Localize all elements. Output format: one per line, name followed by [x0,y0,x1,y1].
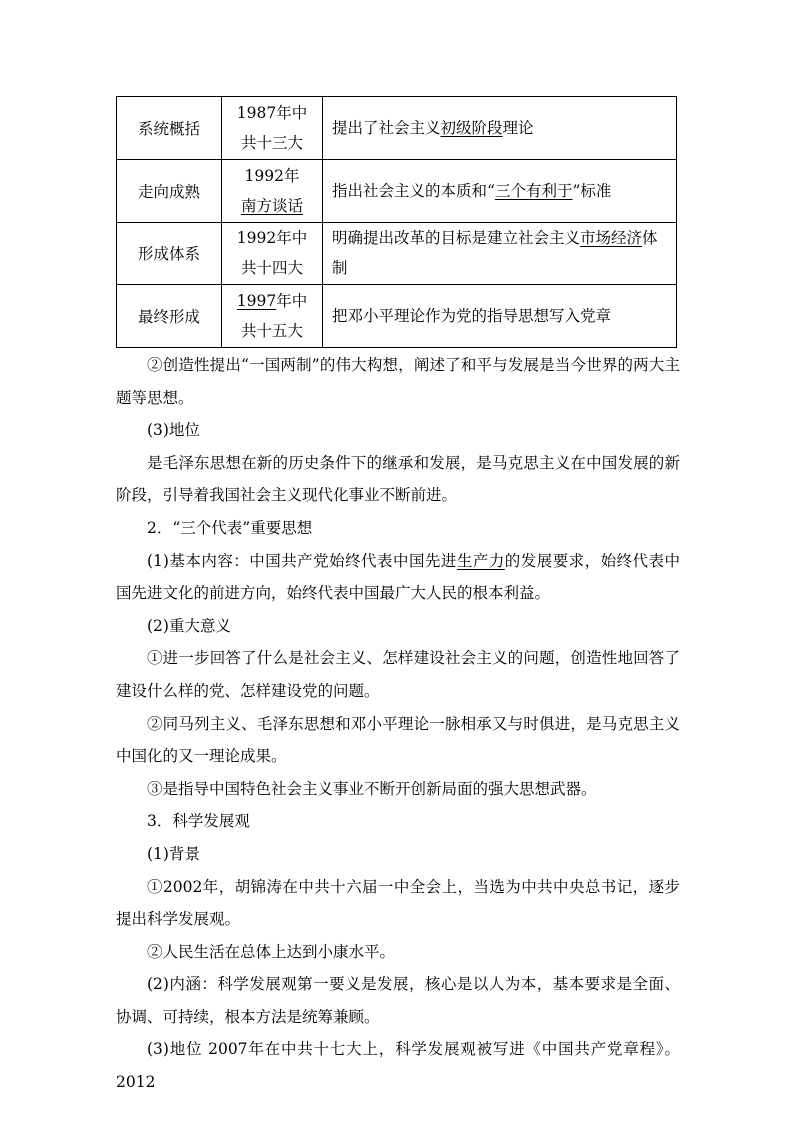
stage-cell: 最终形成 [117,285,222,348]
time-cell [222,285,323,348]
time-suffix: 年中 [276,292,308,311]
content-cell [323,285,677,348]
paragraph-text: 的发展要求，始终代表中国先进文化的前进方向，始终代表中国最广大人民的根本利益。 [116,551,680,603]
subheading: (2)重大意义 [147,616,231,635]
table-row [117,159,677,222]
subheading: (1)背景 [147,844,200,863]
content-text: 指出社会主义的本质和“ [332,181,495,200]
document-body [116,349,680,1099]
paragraph: ③是指导中国特色社会主义事业不断开创新局面的强大思想武器。 [147,779,597,798]
table-row [117,97,677,160]
paragraph: (3)地位 2007年在中共十七大上，科学发展观被写进《中国共产党章程》。2012 [116,1040,680,1092]
paragraph: ②创造性提出“一国两制”的伟大构想，阐述了和平与发展是当今世界的两大主题等思想。 [116,356,680,407]
content-cell [323,159,677,222]
content-cell [323,97,677,160]
paragraph: 是毛泽东思想在新的历史条件下的继承和发展，是马克思主义在中国发展的新阶段，引导着我国社会主义现代化事业不断前进。 [116,453,680,505]
stage-cell: 系统概括 [117,97,222,160]
time-cell [222,97,323,160]
content-text: 体制 [332,229,658,278]
content-text: ”标准 [572,181,612,200]
stage-cell: 走向成熟 [117,159,222,222]
document-page [116,96,680,1099]
key-term: 生产力 [456,551,505,570]
subheading: (3)地位 [147,421,200,440]
paragraph-text: (1)基本内容：中国共产党始终代表中国先进 [147,551,457,570]
content-text: 明确提出改革的目标是建立社会主义 [332,229,581,248]
time-line-2: 共十五大 [240,322,303,341]
table-row [117,222,677,285]
table-row [117,285,677,348]
content-cell [323,222,677,285]
content-key-term: 市场经济 [580,229,643,248]
time-line-1: 1987年中 [236,103,308,122]
time-line-2: 共十三大 [240,133,303,152]
section-heading: 3．科学发展观 [147,812,250,831]
time-line-2: 南方谈话 [240,196,303,215]
deng-theory-stages-table [116,96,677,348]
time-line-1: 1992年中 [236,229,308,248]
time-year: 1997 [236,292,277,311]
content-key-term: 初级阶段 [440,118,503,137]
content-key-term: 三个有利于 [494,181,573,200]
stage-cell: 形成体系 [117,222,222,285]
content-text: 提出了社会主义 [332,118,441,137]
content-text: 理论 [502,118,534,137]
paragraph: ②同马列主义、毛泽东思想和邓小平理论一脉相承又与时俱进，是马克思主义中国化的又一理论成果。 [116,714,680,766]
paragraph: ①2002年，胡锦涛在中共十六届一中全会上，当选为中共中央总书记，逐步提出科学发展观。 [116,877,680,929]
paragraph: (2)内涵：科学发展观第一要义是发展，核心是以人为本，基本要求是全面、协调、可持续，根本方法是统筹兼顾。 [116,975,680,1026]
section-heading: 2．“三个代表”重要思想 [147,518,313,537]
paragraph [116,545,680,610]
time-line-2: 共十四大 [240,259,303,278]
content-text: 把邓小平理论作为党的指导思想写入党章 [332,307,612,326]
time-cell [222,222,323,285]
time-line-1: 1992年 [244,166,300,185]
time-line-1 [222,286,322,316]
paragraph: ①进一步回答了什么是社会主义、怎样建设社会主义的问题，创造性地回答了建设什么样的党、怎样建设党的问题。 [116,649,680,700]
time-cell [222,159,323,222]
paragraph: ②人民生活在总体上达到小康水平。 [147,942,396,961]
